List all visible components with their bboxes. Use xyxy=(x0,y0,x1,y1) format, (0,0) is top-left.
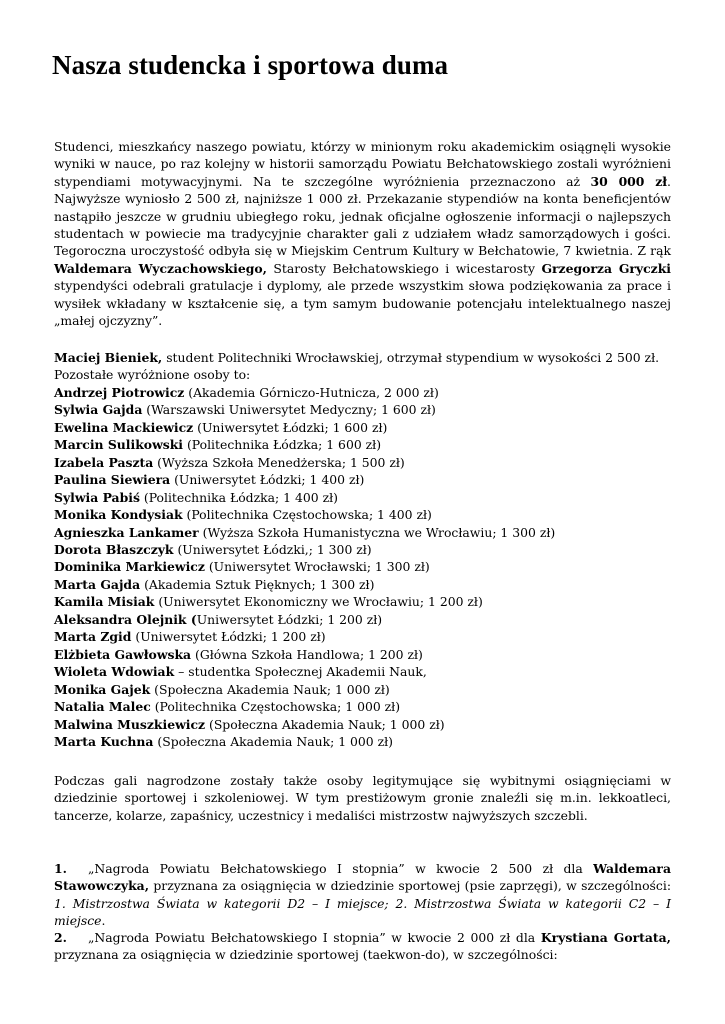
student-detail: (Uniwersytet Łódzki; 1 400 zł) xyxy=(170,472,365,488)
student-name: Malwina Muszkiewicz xyxy=(54,716,206,732)
student-detail: (Społeczna Akademia Nauk; 1 000 zł) xyxy=(150,681,390,697)
student-name: Ewelina Mackiewicz xyxy=(54,419,194,435)
student-item xyxy=(54,593,671,610)
student-item xyxy=(54,681,671,698)
student-item xyxy=(54,489,671,506)
student-item xyxy=(54,663,671,680)
intro-paragraph xyxy=(54,138,671,329)
student-name: Marcin Sulikowski xyxy=(54,437,184,453)
award-number: 2. xyxy=(54,930,67,945)
student-detail: (Akademia Sztuk Pięknych; 1 300 zł) xyxy=(140,576,375,592)
student-detail: (Wyższa Szkoła Humanistyczna we Wrocławiu; 1 300 zł) xyxy=(198,524,556,540)
student-item xyxy=(54,419,671,436)
student-item xyxy=(54,558,671,575)
sport-paragraph: Podczas gali nagrodzone zostały także osoby legitymujące się wybitnymi osiągnięciami w dziedzinie sportowej i szkoleniowej. W tym prestiżowym gronie znaleźli się m.in. lekkoatleci, tancerze, kolarze, zapaśnicy, uczestnicy i medaliści mistrzostw najwyższych szczebli. xyxy=(54,773,671,823)
intro-text: stypendyści odebrali gratulacje i dyplomy, ale przede wszystkim słowa podziękowania za prace i wysiłek wkładany w kształcenie się, a tym samym budowanie potencjału intelektualnego naszej „małej ojczyzny”. xyxy=(54,278,671,329)
award-text: przyznana za osiągnięcia w dziedzinie sportowej (taekwon-do), w szczególności: xyxy=(54,947,558,963)
student-name: Sylwia Gajda xyxy=(54,402,143,418)
student-item xyxy=(54,716,671,733)
student-name: Dominika Markiewicz xyxy=(54,559,205,575)
award-text: „Nagroda Powiatu Bełchatowskiego I stopnia” w kwocie 2 000 zł dla xyxy=(88,930,541,945)
student-detail: Uniwersytet Łódzki; 1 200 zł) xyxy=(196,611,383,627)
student-item xyxy=(54,628,671,645)
student-name: Aleksandra Olejnik ( xyxy=(54,611,197,627)
student-name: Paulina Siewiera xyxy=(54,472,171,488)
award-achievements: 1. Mistrzostwa Świata w kategorii D2 – I miejsce; 2. Mistrzostwa Świata w kategorii C2 – I miejsce xyxy=(54,895,671,929)
student-detail: (Akademia Górniczo-Hutnicza, 2 000 zł) xyxy=(184,384,439,400)
student-detail: (Politechnika Częstochowska; 1 000 zł) xyxy=(150,699,401,715)
award-item xyxy=(54,929,671,964)
student-detail: (Warszawski Uniwersytet Medyczny; 1 600 zł) xyxy=(142,402,436,418)
student-detail: (Społeczna Akademia Nauk; 1 000 zł) xyxy=(153,733,393,749)
student-detail: (Uniwersytet Łódzki; 1 600 zł) xyxy=(193,419,388,435)
intro-text: . Najwyższe wyniosło 2 500 zł, najniższe 1 000 zł. Przekazanie stypendiów na konta beneficjentów nastąpiło jeszcze w grudniu ubiegłego roku, jednak oficjalne ogłoszenie informacji o najlepszych studentach w powiecie ma tradycyjnie charakter gali z udziałem władz samorządowych i gości. Tegoroczna uroczystość odbyła się w Miejskim Centrum Kultury w Bełchatowie, 7 kwietnia. Z rąk xyxy=(54,173,671,259)
student-name: Elżbieta Gawłowska xyxy=(54,646,192,662)
student-name: Andrzej Piotrowicz xyxy=(54,384,185,400)
student-detail: – studentka Społecznej Akademii Nauk, xyxy=(174,664,427,680)
award-number: 1. xyxy=(54,861,67,876)
top-student-line xyxy=(54,349,671,366)
student-name: Dorota Błaszczyk xyxy=(54,541,174,557)
student-item xyxy=(54,506,671,523)
student-item xyxy=(54,733,671,750)
student-name: Monika Kondysiak xyxy=(54,507,183,523)
award-recipient: Waldemara Stawowczyka, xyxy=(54,861,671,894)
student-name: Wioleta Wdowiak xyxy=(54,664,175,680)
student-item xyxy=(54,401,671,418)
vice-starost-name: Grzegorza Gryczki xyxy=(541,260,671,276)
student-list xyxy=(54,384,671,751)
student-detail: (Społeczna Akademia Nauk; 1 000 zł) xyxy=(205,716,445,732)
student-item xyxy=(54,471,671,488)
award-text: . xyxy=(101,913,106,929)
student-name: Sylwia Pabiś xyxy=(54,489,140,505)
student-item xyxy=(54,576,671,593)
student-name: Marta Gajda xyxy=(54,576,141,592)
student-name: Marta Zgid xyxy=(54,629,132,645)
student-item xyxy=(54,524,671,541)
student-detail: (Politechnika Częstochowska; 1 400 zł) xyxy=(182,507,432,523)
page-title: Nasza studencka i sportowa duma xyxy=(52,50,449,80)
student-detail: (Politechnika Łódzka; 1 400 zł) xyxy=(139,489,338,505)
student-name: Izabela Paszta xyxy=(54,454,154,470)
top-student-text: student Politechniki Wrocławskiej, otrzymał stypendium w wysokości 2 500 zł. xyxy=(162,350,660,365)
student-item xyxy=(54,698,671,715)
student-item xyxy=(54,646,671,663)
award-text: przyznana za osiągnięcia w dziedzinie sportowej (psie zaprzęgi), w szczególności: xyxy=(149,878,671,894)
student-item xyxy=(54,611,671,628)
student-detail: (Uniwersytet Wrocławski; 1 300 zł) xyxy=(204,559,430,575)
student-detail: (Uniwersytet Łódzki,; 1 300 zł) xyxy=(173,541,372,557)
top-student-name: Maciej Bieniek, xyxy=(54,350,163,365)
intro-text: Studenci, mieszkańcy naszego powiatu, którzy w minionym roku akademickim osiągnęli wysokie wyniki w nauce, po raz kolejny w historii samorządu Powiatu Bełchatowskiego zostali wyróżnieni stypendiami motywacyjnymi. Na te szczególne wyróżnienia przeznaczono aż xyxy=(54,139,671,189)
award-item xyxy=(54,860,671,930)
student-item xyxy=(54,541,671,558)
student-item xyxy=(54,384,671,401)
student-name: Agnieszka Lankamer xyxy=(54,524,199,540)
student-name: Marta Kuchna xyxy=(54,733,154,749)
students-section xyxy=(54,349,671,750)
student-name: Natalia Malec xyxy=(54,699,151,715)
total-amount: 30 000 zł xyxy=(590,173,668,189)
student-detail: (Politechnika Łódzka; 1 600 zł) xyxy=(183,437,382,453)
student-name: Monika Gajek xyxy=(54,681,151,697)
others-intro: Pozostałe wyróżnione osoby to: xyxy=(54,367,251,383)
intro-text: Starosty Bełchatowskiego i wicestarosty xyxy=(266,260,542,276)
student-detail: (Wyższa Szkoła Menedżerska; 1 500 zł) xyxy=(153,454,405,470)
student-detail: (Uniwersytet Ekonomiczny we Wrocławiu; 1 200 zł) xyxy=(154,594,483,610)
student-detail: (Główna Szkoła Handlowa; 1 200 zł) xyxy=(191,646,423,662)
student-item xyxy=(54,454,671,471)
award-recipient: Krystiana Gortata, xyxy=(540,930,671,945)
award-text: „Nagroda Powiatu Bełchatowskiego I stopnia” w kwocie 2 500 zł dla xyxy=(88,861,594,876)
student-name: Kamila Misiak xyxy=(54,594,155,610)
student-item xyxy=(54,436,671,453)
student-detail: (Uniwersytet Łódzki; 1 200 zł) xyxy=(131,629,326,645)
starost-name: Waldemara Wyczachowskiego, xyxy=(54,260,267,276)
